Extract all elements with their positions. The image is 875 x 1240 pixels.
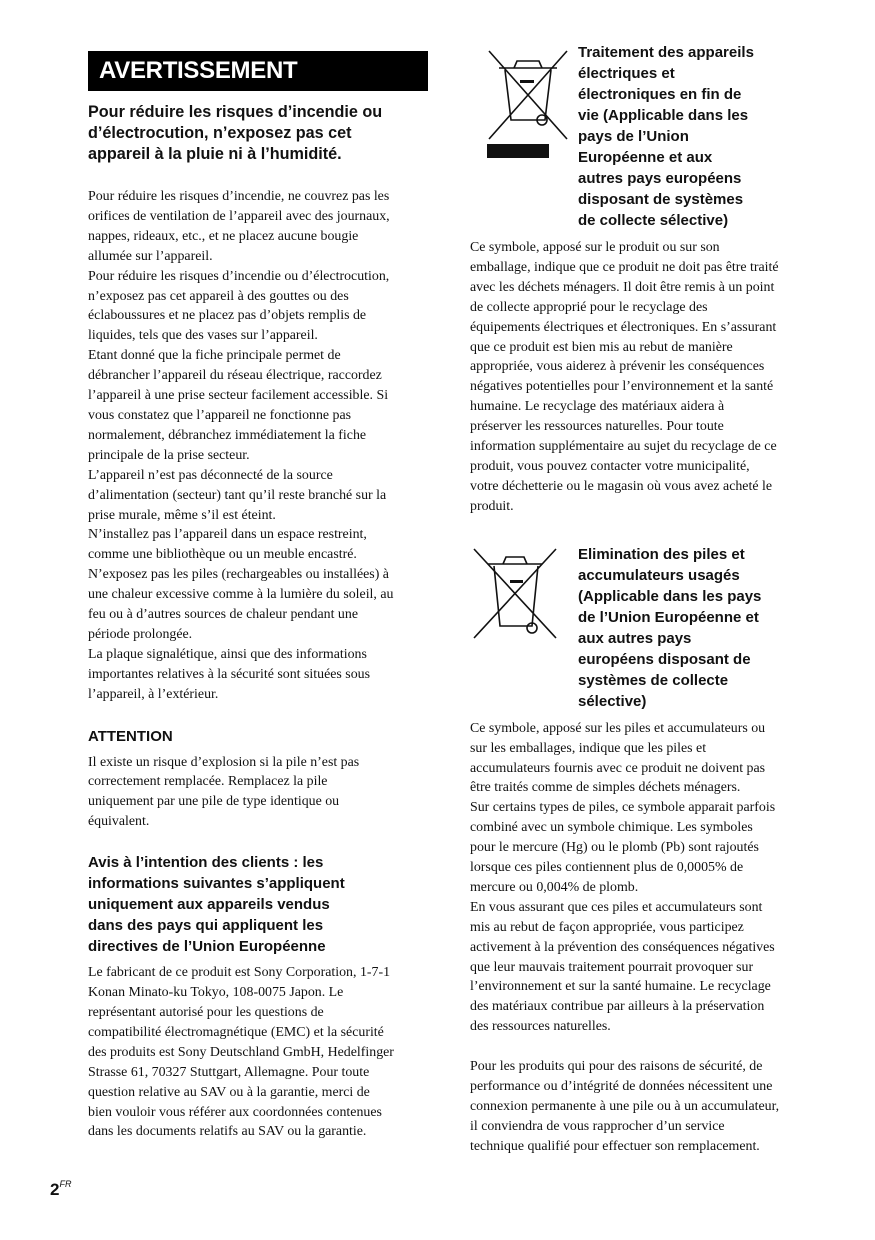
text-line: Sur certains types de piles, ce symbole apparait parfois [470,800,776,816]
crossed-out-wheeled-bin-icon [484,46,574,158]
warning-lead [88,102,428,165]
text-line: sur les emballages, indique que les piles et [470,740,707,756]
text-line: période prolongée. [88,626,193,642]
text-line: lorsque ces piles contiennent plus de 0,0005% de [470,860,744,876]
text-line: que ce produit est bien mis au rebut de manière [470,339,733,355]
battery-title [578,544,808,712]
text-line: électroniques en fin de [578,86,742,103]
text-line: l’appareil, à l’extérieur. [88,686,219,702]
text-line: votre déchetterie ou le magasin où vous avez acheté le [470,478,772,494]
battery-paragraphs [470,719,808,1038]
attention-text [88,753,428,833]
text-line: Le fabricant de ce produit est Sony Corporation, 1-7-1 [88,965,391,981]
text-line: importantes relatives à la sécurité sont situées sous [88,666,370,682]
text-line: produit. [470,498,514,514]
text-line: normalement, débranchez immédiatement la fiche [88,427,367,443]
text-line: pays de l’Union [578,128,689,145]
text-line: Pour réduire les risques d’incendie ou d’électrocution, [88,268,390,284]
text-line: d’alimentation (secteur) tant qu’il reste branché sur la [88,487,387,503]
text-line: correctement remplacée. Remplacez la pile [88,774,328,790]
text-line: bien vouloir vous référer aux coordonnées contenues [88,1104,382,1120]
text-line: de l’Union Européenne et [578,608,759,626]
text-line: Elimination des piles et [578,545,745,563]
paragraph [470,898,808,1037]
right-column [470,42,808,1157]
text-line: technique qualifié pour effectuer son remplacement. [470,1138,760,1154]
crossed-out-wheeled-bin-icon [470,546,560,641]
battery-symbol [470,544,578,719]
text-line: comme une bibliothèque ou un meuble encastré. [88,547,357,563]
text-line: Traitement des appareils [578,44,754,61]
attention-heading: ATTENTION [88,727,173,745]
text-line: N’exposez pas les piles (rechargeables ou installées) à [88,567,389,583]
eu-notice-heading [88,852,428,957]
weee-title [578,42,808,231]
page-number [50,1179,71,1200]
text-line: Il existe un risque d’explosion si la pile n’est pas [88,754,360,770]
text-line: n’exposez pas cet appareil à des gouttes ou des [88,288,349,304]
text-line: l’environnement et sur la santé humaine. Le recyclage [470,979,771,995]
text-line: dans les documents relatifs au SAV ou la garantie. [88,1124,367,1140]
text-line: systèmes de collecte [578,671,729,689]
warning-paragraphs [88,187,428,705]
text-line: principale de la prise secteur. [88,447,250,463]
text-line: d’électrocution, n’exposez pas cet [88,124,352,142]
text-line: une chaleur excessive comme à la lumière du soleil, au [88,587,394,603]
text-line: information supplémentaire au sujet du recyclage de ce [470,439,777,455]
text-line: Européenne et aux [578,149,713,166]
text-line: accumulateurs fournis avec ce produit ne doivent pas [470,760,766,776]
battery-replacement-text [470,1057,808,1157]
text-line: l’appareil à une prise secteur facilement accessible. Si [88,388,389,404]
text-line: avec les déchets ménagers. Il doit être remis à un point [470,279,775,295]
text-line: compatibilité électromagnétique (EMC) et la sécurité [88,1024,384,1040]
paragraph [88,267,428,347]
text-line: il conviendra de vous rapprocher d’un service [470,1118,725,1134]
weee-block [470,42,808,238]
text-line: disposant de systèmes [578,191,744,208]
text-line: N’installez pas l’appareil dans un espace restreint, [88,527,367,543]
text-line: mercure ou 0,004% de plomb. [470,879,639,895]
text-line: humaine. Le recyclage des matériaux aidera à [470,399,725,415]
text-line: électriques et [578,65,675,82]
text-line: accumulateurs usagés [578,566,740,584]
text-line: de collecte sélective) [578,212,729,229]
weee-paragraphs [470,238,808,517]
text-line: aux autres pays [578,629,692,647]
text-line: Strasse 61, 70327 Stuttgart, Allemagne. Pour toute [88,1064,370,1080]
text-line: En vous assurant que ces piles et accumulateurs sont [470,899,763,915]
text-line: équivalent. [88,814,150,830]
text-line: Pour réduire les risques d’incendie, ne couvrez pas les [88,189,390,204]
text-line: (Applicable dans les pays [578,587,762,605]
left-column [88,42,428,1142]
text-line: uniquement aux appareils vendus [88,896,330,914]
paragraph [88,466,428,526]
text-line: des ressources naturelles. [470,1019,611,1035]
paragraph [470,238,808,517]
text-line: européens disposant de [578,650,751,668]
text-line: dans des pays qui appliquent les [88,917,324,935]
text-line: Etant donné que la fiche principale permet de [88,348,341,364]
text-line: uniquement par une pile de type identique ou [88,794,340,810]
text-line: préserver les ressources naturelles. Pour toute [470,419,724,435]
text-line: de collecte approprié pour le recyclage des [470,299,708,315]
text-line: prise murale, même s’il est éteint. [88,507,276,523]
text-line: que leur mauvais traitement pourrait provoquer sur [470,959,754,975]
paragraph [470,719,808,799]
text-line: mis au rebut de façon appropriée, vous participez [470,919,744,935]
text-line: équipements électriques et électroniques. En s’assurant [470,319,777,335]
text-line: feu ou à d’autres sources de chaleur pendant une [88,607,358,623]
text-line: emballage, indique que ce produit ne doit pas être traité [470,259,779,275]
text-line: produit, vous pouvez contacter votre municipalité, [470,458,750,474]
text-line: allumée sur l’appareil. [88,248,213,264]
text-line: La plaque signalétique, ainsi que des informations [88,646,367,662]
text-line: être traités comme de simples déchets ménagers. [470,780,741,796]
text-line: sélective) [578,692,647,710]
text-line: négatives potentielles pour l’environnement et la santé [470,379,774,395]
text-line: Ce symbole, apposé sur le produit ou sur son [470,240,720,255]
paragraph [88,645,428,705]
text-line: représentant autorisé pour les questions de [88,1005,324,1020]
text-line: autres pays européens [578,170,742,187]
text-line: liquides, tels que des vases sur l’appareil. [88,328,318,344]
text-line: combiné avec un symbole chimique. Les symboles [470,820,753,836]
text-line: débrancher l’appareil du réseau électrique, raccordez [88,368,382,384]
text-line: connexion permanente à une pile ou à un accumulateur, [470,1099,780,1114]
battery-block [470,544,808,719]
text-line: Ce symbole, apposé sur les piles et accumulateurs ou [470,720,766,736]
text-line: des matériaux contribue par ailleurs à la préservation [470,999,765,1015]
page-number-value: 2 [50,1180,60,1199]
text-line: nappes, rideaux, etc., et ne placez aucune bougie [88,228,359,244]
text-line: informations suivantes s’appliquent [88,875,345,893]
paragraph [88,346,428,465]
paragraph [88,565,428,645]
text-line: Pour les produits qui pour des raisons de sécurité, de [470,1059,763,1075]
text-line: Konan Minato-ku Tokyo, 108-0075 Japon. Le [88,985,344,1001]
text-line: vous constatez que l’appareil ne fonctionne pas [88,407,352,423]
paragraph [88,525,428,565]
text-line: directives de l’Union Européenne [88,938,326,956]
text-line: question relative au SAV ou à la garantie, merci de [88,1084,370,1100]
text-line: performance ou d’intégrité de données nécessitent une [470,1079,773,1095]
text-line: vie (Applicable dans les [578,107,749,124]
text-line: éclaboussures et ne placez pas d’objets remplis de [88,308,367,324]
text-line: Avis à l’intention des clients : les [88,854,324,872]
text-line: appareil à la pluie ni à l’humidité. [88,145,342,163]
warning-title: AVERTISSEMENT [88,51,428,91]
paragraph [470,798,808,898]
page-language: FR [59,1179,72,1189]
text-line: L’appareil n’est pas déconnecté de la source [88,467,333,483]
text-line: des produits est Sony Deutschland GmbH, Hedelfinger [88,1044,394,1060]
text-line: Pour réduire les risques d’incendie ou [88,103,383,121]
weee-symbol [470,42,578,238]
text-line: appropriée, vous aiderez à prévenir les conséquences [470,359,765,375]
eu-notice-text [88,963,428,1142]
text-line: activement à la prévention des conséquences négatives [470,939,775,955]
text-line: orifices de ventilation de l’appareil avec des journaux, [88,208,390,224]
paragraph [88,187,428,267]
text-line: pour le mercure (Hg) ou le plomb (Pb) sont rajoutés [470,840,759,856]
